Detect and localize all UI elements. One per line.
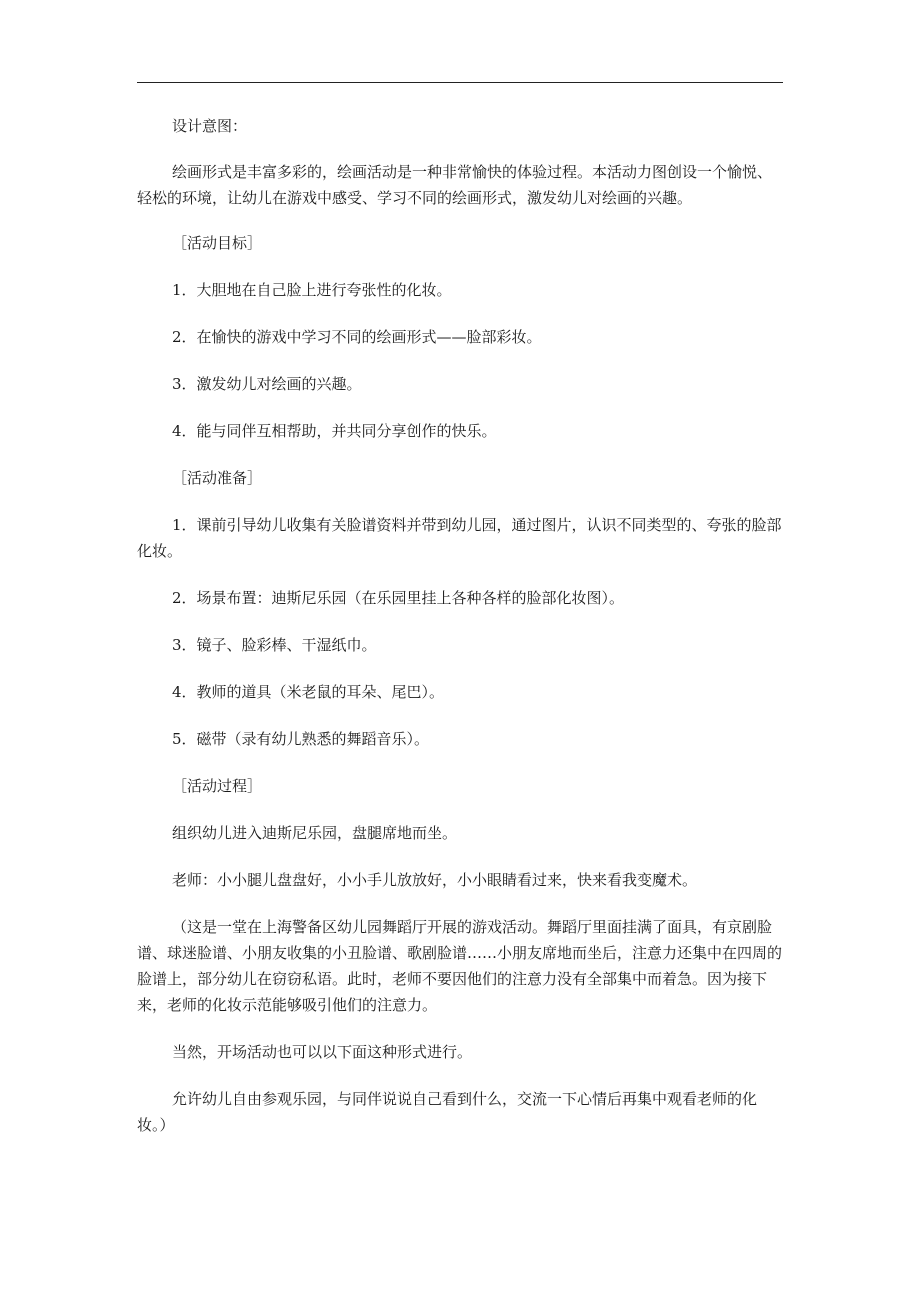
prep-item-4: 4．教师的道具（米老鼠的耳朵、尾巴）。 bbox=[172, 683, 445, 701]
process-paragraph-alternative: 当然，开场活动也可以以下面这种形式进行。 bbox=[172, 1043, 473, 1061]
process-paragraph-note: （这是一堂在上海警备区幼儿园舞蹈厅开展的游戏活动。舞蹈厅里面挂满了面具，有京剧脸谱、球迷脸谱、小朋友收集的小丑脸谱、歌剧脸谱……小朋友席地而坐后，注意力还集中在四周的脸谱上，部分幼儿在窃窃私语。此时，老师不要因他们的注意力没有全部集中而着急。因为接下来，老师的化妆示范能够吸引他们的注意力。 bbox=[137, 918, 783, 1014]
process-paragraph-teacher: 老师：小小腿儿盘盘好，小小手儿放放好，小小眼睛看过来，快来看我变魔术。 bbox=[172, 871, 698, 889]
paragraph-intent-text: 绘画形式是丰富多彩的，绘画活动是一种非常愉快的体验过程。本活动力图创设一个愉悦、轻松的环境，让幼儿在游戏中感受、学习不同的绘画形式，激发幼儿对绘画的兴趣。 bbox=[137, 163, 773, 207]
prep-item-2: 2．场景布置：迪斯尼乐园（在乐园里挂上各种各样的脸部化妆图）。 bbox=[172, 589, 625, 607]
goal-item-1: 1．大胆地在自己脸上进行夸张性的化妆。 bbox=[172, 281, 452, 299]
header-rule bbox=[137, 82, 783, 83]
process-paragraph-free-visit: 允许幼儿自由参观乐园，与同伴说说自己看到什么，交流一下心情后再集中观看老师的化妆。） bbox=[137, 1090, 758, 1134]
goal-item-2: 2．在愉快的游戏中学习不同的绘画形式——脸部彩妆。 bbox=[172, 328, 542, 346]
section-heading-process: ［活动过程］ bbox=[172, 777, 263, 795]
prep-item-3: 3．镜子、脸彩棒、干湿纸巾。 bbox=[172, 636, 377, 654]
prep-item-5: 5．磁带（录有幼儿熟悉的舞蹈音乐）。 bbox=[172, 730, 430, 748]
prep-item-1: 1．课前引导幼儿收集有关脸谱资料并带到幼儿园，通过图片，认识不同类型的、夸张的脸部化妆。 bbox=[137, 516, 782, 560]
section-heading-preparation: ［活动准备］ bbox=[172, 469, 263, 487]
section-title-design-intent: 设计意图： bbox=[172, 117, 248, 135]
document-body bbox=[137, 113, 783, 1138]
section-heading-goals: ［活动目标］ bbox=[172, 234, 263, 252]
goal-item-4: 4．能与同伴互相帮助，并共同分享创作的快乐。 bbox=[172, 422, 497, 440]
goal-item-3: 3．激发幼儿对绘画的兴趣。 bbox=[172, 375, 362, 393]
process-paragraph-1: 组织幼儿进入迪斯尼乐园，盘腿席地而坐。 bbox=[172, 824, 458, 842]
